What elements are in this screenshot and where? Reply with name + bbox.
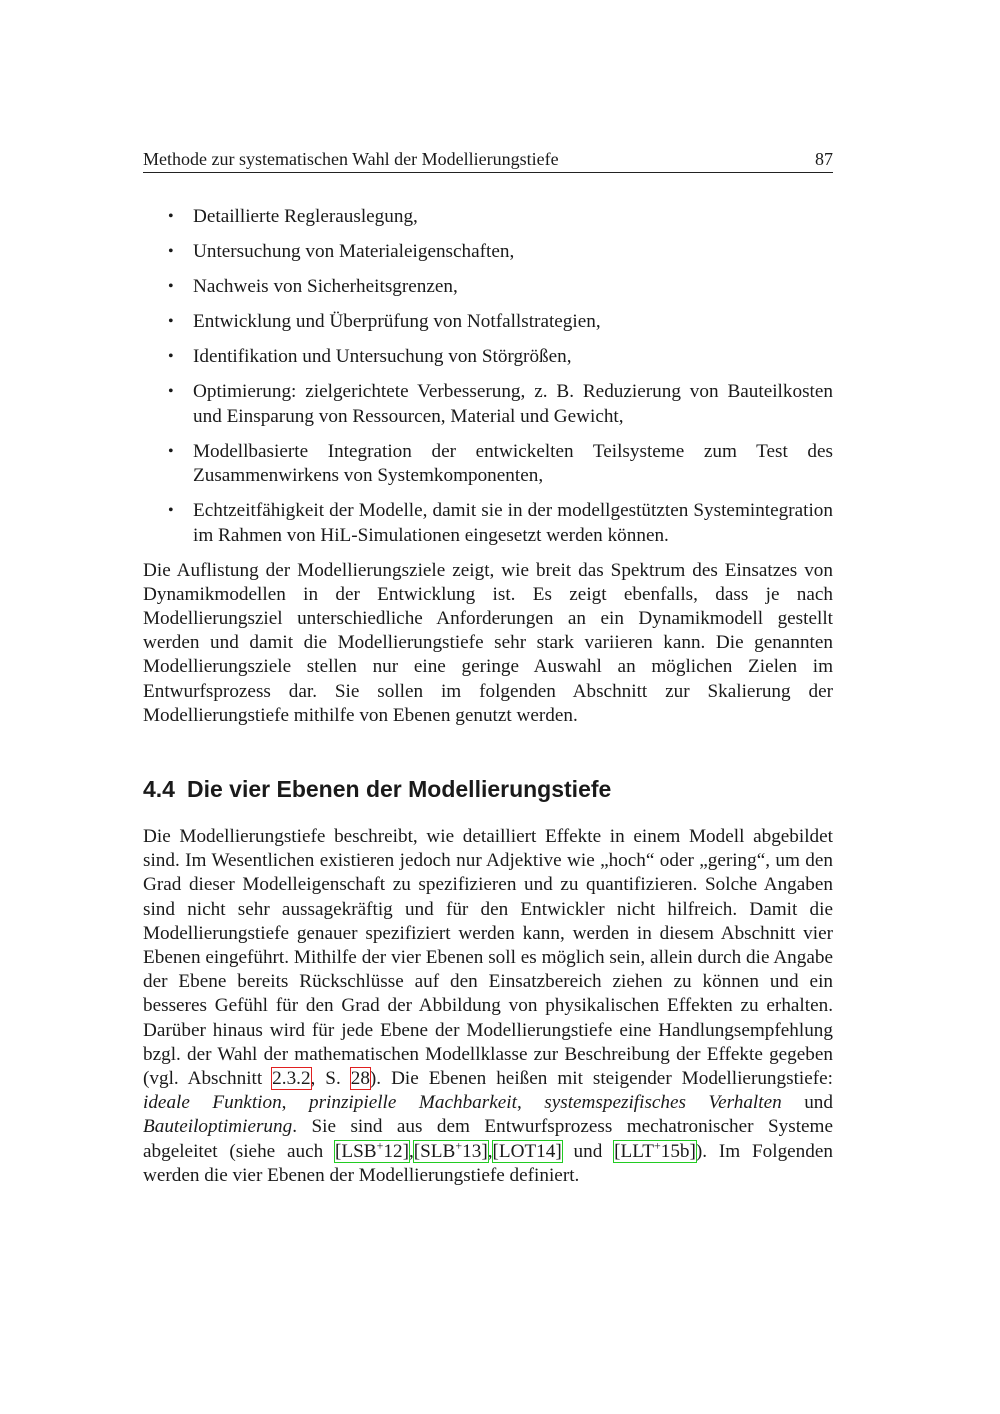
list-item: • Untersuchung von Materialeigenschaften,: [143, 240, 833, 265]
bullet-icon: •: [168, 278, 174, 295]
bullet-icon: •: [168, 313, 174, 330]
running-header: [143, 148, 833, 173]
list-item: • Optimierung: zielgerichtete Verbesserung, z. B. Reduzierung von Bauteilkosten und Einsparung von Ressourcen, Material und Gewicht,: [168, 381, 833, 427]
page-reference-link[interactable]: 28: [350, 1067, 370, 1089]
body-paragraph: Die Modellierungstiefe beschreibt, wie detailliert Effekte in einem Modell abgebildet sind. Im Wesentlichen existieren jedoch nur Adjektive wie „hoch“ oder „gering“, um den Grad dieser Modelleigenschaft zu spezifizieren und zu quantifizieren. Solche Angaben sind nicht sehr aussagekräftig und für den Entwickler nicht hilfreich. Damit die Modellierungstiefe genauer spezifiziert werden kann, werden in diesem Abschnitt vier Ebenen eingeführt. Mithilfe der vier Ebenen soll es möglich sein, allein durch die Angabe der Ebene bereits Rückschlüsse auf den Einsatzbereich ziehen zu können und ein besseres Gefühl für den Grad der Abbildung von physikalischen Effekten zu erhalten. Darüber hinaus wird für jede Ebene der Modellierungstiefe eine Handlungsempfehlung bzgl. der Wahl der mathematischen Modellklasse zur Beschreibung der Effekte gegeben (vgl. Abschnitt 2.3.2, S. 28). Die Ebenen heißen mit steigender Modellierungstiefe: ideale Funktion, prinzipielle Machbarkeit, systemspezifisches Verhalten und Bauteiloptimierung. Sie sind aus dem Entwurfsprozess mechatronischer Systeme abgeleitet (siehe auch [LSB+12],[SLB+13],[LOT14] und [LLT+15b]). Im Folgenden werden die vier Ebenen der Modellierungstiefe definiert.: [143, 825, 833, 1186]
level-bauteiloptimierung: Bauteiloptimierung: [143, 1116, 293, 1138]
running-title: Methode zur systematischen Wahl der Modellierungstiefe: [143, 149, 559, 169]
bullet-icon: •: [168, 502, 174, 519]
bullet-list: [143, 205, 833, 548]
citation-link-lsb12[interactable]: [LSB+12]: [335, 1138, 409, 1162]
bullet-icon: •: [168, 442, 174, 460]
section-title: Die vier Ebenen der Modellierungstiefe: [186, 775, 612, 802]
list-item: • Modellbasierte Integration der entwickelten Teilsysteme zum Test des Zusammenwirkens von Systemkomponenten,: [168, 440, 833, 486]
level-prinzipielle-machbarkeit: prinzipielle Machbarkeit: [308, 1092, 517, 1114]
list-item: • Entwicklung und Überprüfung von Notfallstrategien,: [143, 310, 833, 335]
level-ideale-funktion: ideale Funktion: [143, 1092, 282, 1114]
list-item: • Echtzeitfähigkeit der Modelle, damit sie in der modellgestützten Systemintegration im Rahmen von HiL-Simulationen eingesetzt werden können.: [168, 500, 833, 546]
citation-link-slb13[interactable]: [SLB+13]: [413, 1138, 488, 1162]
citation-link-lot14[interactable]: [LOT14]: [492, 1140, 562, 1162]
list-item: • Nachweis von Sicherheitsgrenzen,: [143, 275, 833, 300]
section-reference-link[interactable]: 2.3.2: [272, 1067, 311, 1089]
page-content: [143, 205, 833, 1188]
section-number: 4.4: [143, 775, 175, 802]
section-heading: [143, 775, 833, 803]
list-item: • Detaillierte Reglerauslegung,: [143, 205, 833, 230]
bullet-icon: •: [168, 383, 174, 400]
intro-paragraph: Die Auflistung der Modellierungsziele zeigt, wie breit das Spektrum des Einsatzes von Dynamikmodellen in der Entwicklung ist. Es zeigt ebenfalls, dass je nach Modellierungsziel unterschiedliche Anforderungen an ein Dynamikmodell gestellt werden und damit die Modellierungstiefe sehr stark variieren kann. Die genannten Modellierungsziele stellen nur eine geringe Auswahl an möglichen Zielen im Entwurfsprozess dar. Sie sollen im folgenden Abschnitt zur Skalierung der Modellierungstiefe mithilfe von Ebenen genutzt werden.: [143, 559, 833, 726]
list-item: • Identifikation und Untersuchung von Störgrößen,: [143, 345, 833, 370]
citation-link-llt15b[interactable]: [LLT+15b]: [614, 1138, 696, 1162]
level-systemspezifisches-verhalten: systemspezifisches Verhalten: [544, 1092, 782, 1114]
bullet-icon: •: [168, 208, 174, 225]
page-number: 87: [815, 149, 833, 169]
bullet-icon: •: [168, 243, 174, 260]
bullet-icon: •: [168, 348, 174, 365]
